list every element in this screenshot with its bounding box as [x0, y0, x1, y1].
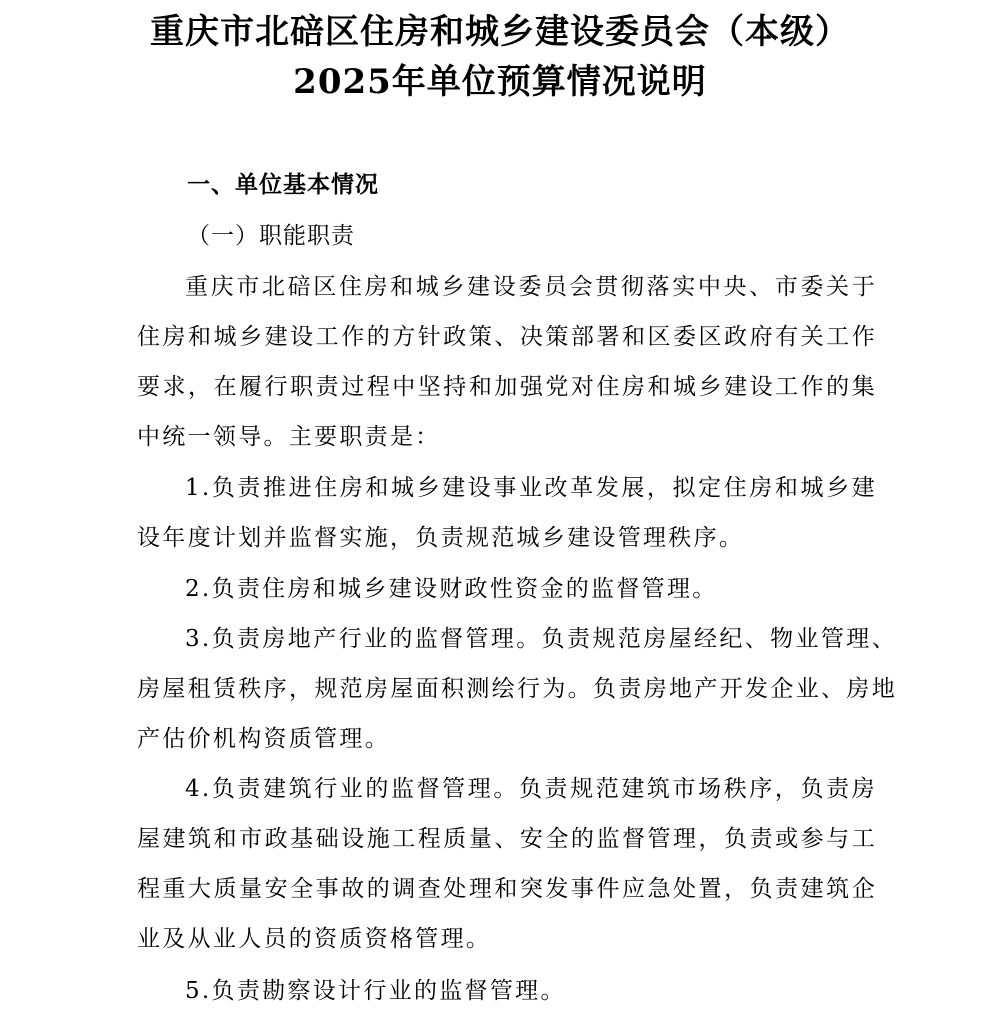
- duty-item-1: 1.负责推进住房和城乡建设事业改革发展，拟定住房和城乡建设年度计划并监督实施，负责规范城乡建设管理秩序。: [137, 475, 877, 551]
- duty-item-4: 4.负责建筑行业的监督管理。负责规范建筑市场秩序，负责房屋建筑和市政基础设施工程质量、安全的监督管理，负责或参与工程重大质量安全事故的调查处理和突发事件应急处置，负责建筑企业及从业人员的资质资格管理。: [137, 776, 877, 952]
- duty-item-3: 3.负责房地产行业的监督管理。负责规范房屋经纪、物业管理、房屋租赁秩序，规范房屋面积测绘行为。负责房地产开发企业、房地产估价机构资质管理。: [137, 626, 897, 752]
- document-title-line-1: 重庆市北碚区住房和城乡建设委员会（本级）: [150, 12, 850, 52]
- intro-paragraph: 重庆市北碚区住房和城乡建设委员会贯彻落实中央、市委关于住房和城乡建设工作的方针政策、决策部署和区委区政府有关工作要求，在履行职责过程中坚持和加强党对住房和城乡建设工作的集中统一领导。主要职责是：: [137, 274, 877, 450]
- duty-item-5: 5.负责勘察设计行业的监督管理。: [185, 978, 566, 1004]
- subsection-heading-functions: （一）职能职责: [187, 223, 355, 249]
- duty-item-2: 2.负责住房和城乡建设财政性资金的监督管理。: [185, 576, 718, 602]
- section-heading-basic-info: 一、单位基本情况: [187, 172, 379, 198]
- document-title-line-2: 2025年单位预算情况说明: [293, 62, 707, 102]
